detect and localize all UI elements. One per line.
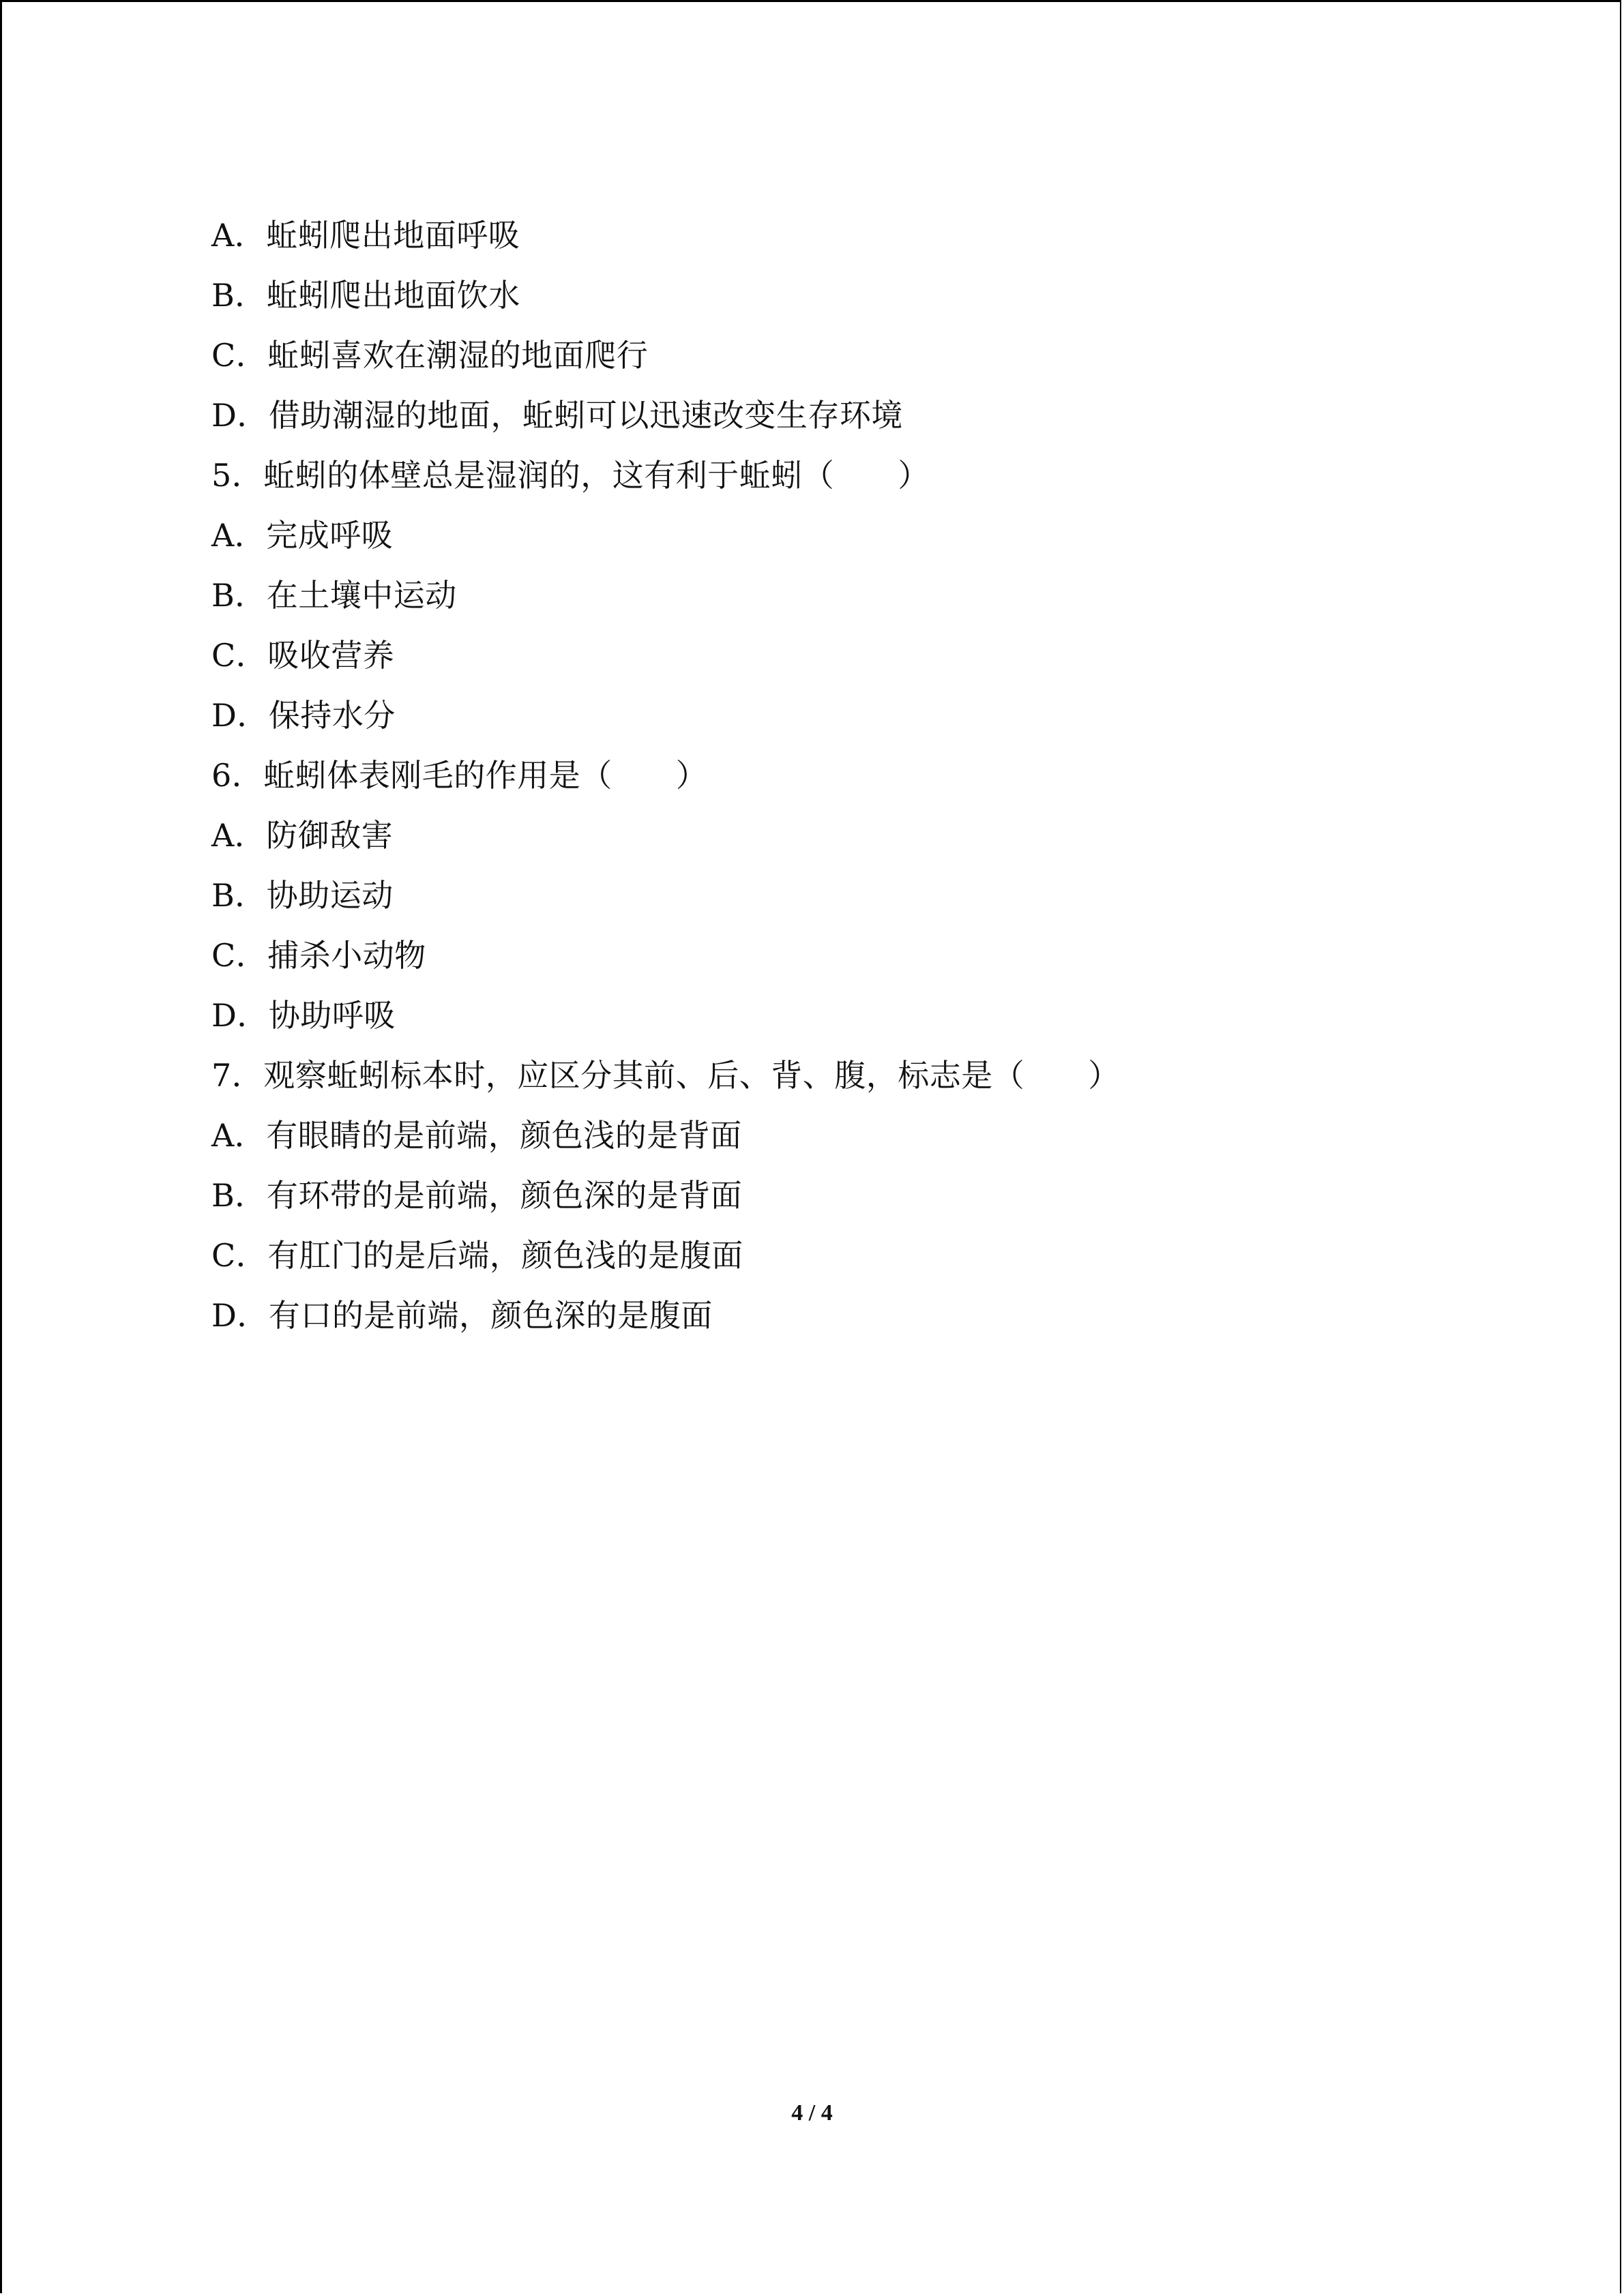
option-line: C．有肛门的是后端，颜色浅的是腹面: [211, 1237, 743, 1274]
question-5: 5．蚯蚓的体壁总是湿润的，这有利于蚯蚓（ ）: [211, 457, 930, 494]
option-line: A．蚯蚓爬出地面呼吸: [211, 217, 520, 254]
option-line: C．吸收营养: [211, 637, 395, 674]
option-line: B．蚯蚓爬出地面饮水: [211, 277, 520, 314]
option-line: D．借助潮湿的地面，蚯蚓可以迅速改变生存环境: [211, 397, 903, 434]
option-line: D．保持水分: [211, 697, 396, 734]
option-line: D．协助呼吸: [211, 997, 396, 1034]
option-line: B．在土壤中运动: [211, 577, 457, 614]
option-line: B．有环带的是前端，颜色深的是背面: [211, 1177, 743, 1214]
question-content: [211, 213, 1507, 1353]
question-7: 7．观察蚯蚓标本时，应区分其前、后、背、腹，标志是（ ）: [211, 1057, 1120, 1094]
option-line: D．有口的是前端，颜色深的是腹面: [211, 1297, 713, 1334]
page-number: 4 / 4: [791, 2100, 833, 2126]
option-line: C．捕杀小动物: [211, 937, 426, 974]
option-line: B．协助运动: [211, 877, 394, 914]
option-line: A．完成呼吸: [211, 517, 394, 554]
option-line: A．有眼睛的是前端，颜色浅的是背面: [211, 1117, 742, 1154]
option-line: A．防御敌害: [211, 817, 394, 854]
question-6: 6．蚯蚓体表刚毛的作用是（ ）: [211, 757, 708, 794]
option-line: C．蚯蚓喜欢在潮湿的地面爬行: [211, 337, 649, 374]
